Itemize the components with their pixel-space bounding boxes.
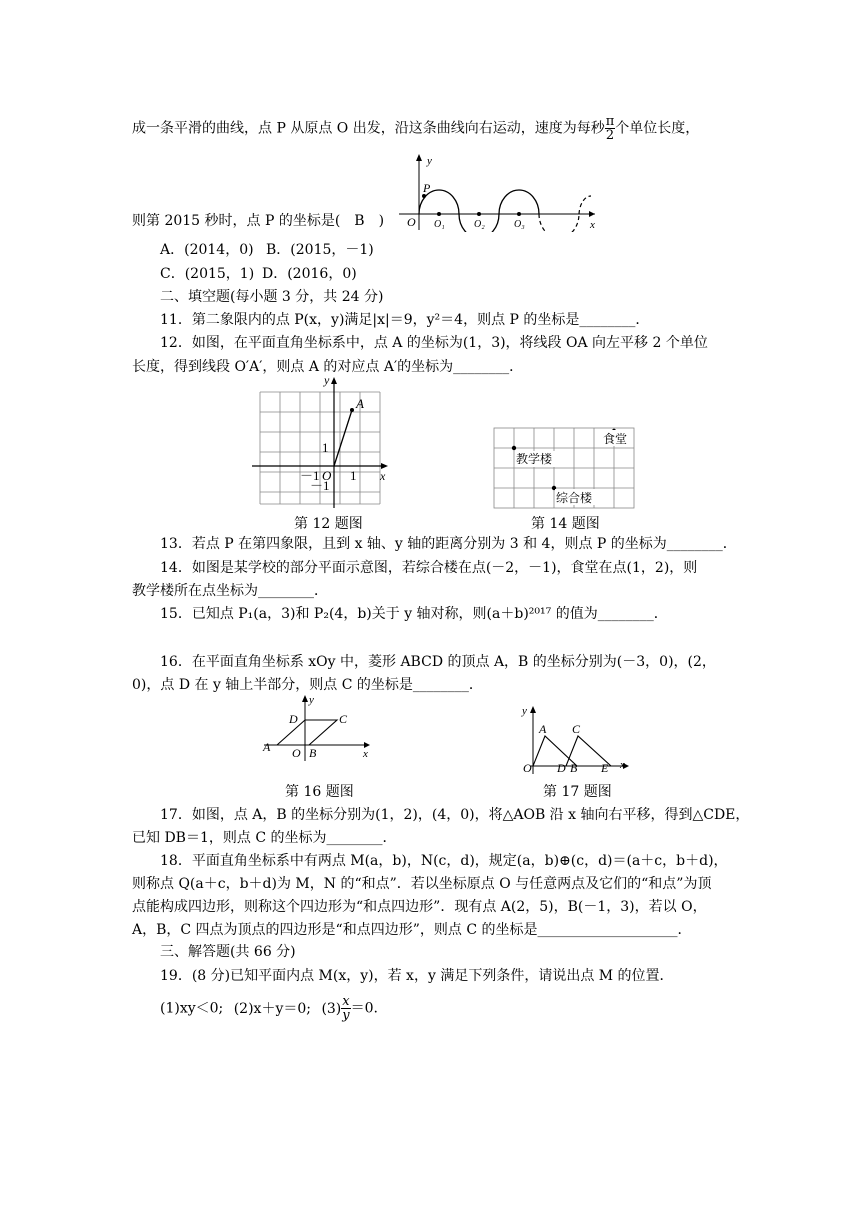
q12-grid-figure (250, 372, 390, 512)
q12-neg1-y-label: －1 (310, 478, 330, 493)
q10-curve-figure (395, 152, 605, 232)
q18-line2: 则称点 Q(a＋c，b＋d)为 M，N 的“和点”．若以坐标原点 O 与任意两点及它们的“和点”为顶 (132, 876, 712, 892)
pi-over-2-fraction (605, 115, 616, 142)
q14-complex-building-label: 综合楼 (556, 491, 593, 505)
q17-c-label: C (572, 722, 581, 736)
q12-origin-label: O (322, 468, 332, 483)
q16-y-label: y (309, 694, 314, 706)
q12-y-label: y (324, 373, 330, 387)
q10-line2: 则第 2015 秒时，点 P 的坐标是( B ) (132, 213, 385, 229)
q17-b-label: B (570, 761, 578, 775)
q17-x-label: x (620, 759, 625, 771)
q13: 13．若点 P 在第四象限，且到 x 轴、y 轴的距离分别为 3 和 4，则点 P 的坐标为________． (160, 536, 737, 552)
frac-y: y (342, 1008, 350, 1023)
section-2-heading: 二、填空题(每小题 3 分，共 24 分) (160, 289, 384, 305)
q17-a-label: A (539, 722, 547, 736)
q17-e-label: E (601, 761, 609, 775)
q12-one-x-label: 1 (350, 468, 357, 483)
q14-teaching-building-label: 教学楼 (516, 452, 553, 466)
q14-caption: 第 14 题图 (531, 516, 600, 532)
frac-x: x (342, 994, 350, 1009)
q18-line1: 18．平面直角坐标系中有两点 M(a，b)，N(c，d)，规定(a，b)⊕(c，d)＝(a＋c，b＋d)， (160, 853, 728, 869)
q17-triangles-figure (515, 700, 635, 776)
x-over-y-fraction (341, 995, 350, 1022)
q19-parts (160, 995, 378, 1022)
q10-o1-label: O₁ (434, 219, 445, 230)
q12-caption: 第 12 题图 (294, 516, 363, 532)
q19-part2: (2)x＋y＝0; (233, 1000, 311, 1017)
q18-line3: 点能构成四边形，则称这个四边形为“和点四边形”．现有点 A(2，5)，B(－1，3)，若以 O， (132, 899, 707, 915)
q10-option-c: C．(2015，1) (160, 266, 255, 282)
section-3-heading: 三、解答题(共 66 分) (160, 944, 296, 960)
q10-line1 (132, 115, 699, 142)
q17-d-label: D (557, 761, 566, 775)
q11: 11．第二象限内的点 P(x，y)满足|x|＝9，y²＝4，则点 P 的坐标是________． (160, 312, 650, 328)
q16-line2: 0)，点 D 在 y 轴上半部分，则点 C 的坐标是________． (132, 677, 483, 693)
q16-b-label: B (309, 746, 317, 760)
q10-p-label: P (423, 181, 431, 195)
q17-origin-label: O (523, 761, 532, 775)
q19-part3-prefix: (3) (321, 1000, 342, 1017)
q14-line2: 教学楼所在点坐标为________． (132, 583, 328, 599)
q16-x-label: x (363, 748, 368, 760)
q10-x-label: x (590, 219, 595, 231)
q10-option-a: A．(2014，0) (160, 242, 254, 258)
q10-option-d: D．(2016，0) (262, 266, 357, 282)
q14-canteen-label: 食堂 (603, 432, 628, 446)
q16-c-label: C (339, 712, 348, 726)
frac-den: 2 (605, 128, 615, 143)
q16-line1: 16．在平面直角坐标系 xOy 中，菱形 ABCD 的顶点 A，B 的坐标分别为(－3，0)，(2， (160, 654, 716, 670)
q16-a-label: A (263, 740, 271, 754)
q17-caption: 第 17 题图 (543, 784, 612, 800)
q12-a-label: A (356, 396, 364, 411)
q16-rhombus-figure (260, 693, 375, 763)
frac-num: π (605, 114, 615, 129)
q10-line1-b: 个单位长度， (615, 120, 700, 137)
q18-line4: A，B，C 四点为顶点的四边形是“和点四边形”，则点 C 的坐标是____________________． (132, 922, 692, 938)
q15: 15．已知点 P₁(a，3)和 P₂(4，b)关于 y 轴对称，则(a＋b)²⁰¹⁷ 的值为________． (160, 606, 668, 622)
q10-y-label: y (427, 155, 432, 167)
q17-line2: 已知 DB＝1，则点 C 的坐标为________． (132, 830, 397, 846)
q10-origin-label: O (407, 215, 416, 229)
q12-x-label: x (380, 469, 386, 483)
q14-line1: 14．如图是某学校的部分平面示意图，若综合楼在点(－2，－1)，食堂在点(1，2)，则 (160, 560, 698, 576)
q12-line2: 长度，得到线段 O′A′，则点 A 的对应点 A′的坐标为________． (132, 359, 524, 375)
q10-o3-label: O₃ (514, 219, 525, 230)
q16-d-label: D (289, 712, 298, 726)
q19-line1: 19．(8 分)已知平面内点 M(x，y)，若 x，y 满足下列条件，请说出点 M 的位置． (160, 968, 674, 984)
q10-line1-a: 成一条平滑的曲线，点 P 从原点 O 出发，沿这条曲线向右运动，速度为每秒 (132, 120, 605, 137)
q10-option-b: B．(2015，－1) (266, 242, 374, 258)
q19-part1: (1)xy＜0; (160, 1000, 224, 1017)
q14-map-figure (493, 427, 638, 511)
q17-y-label: y (522, 705, 527, 717)
q17-line1: 17．如图，点 A，B 的坐标分别为(1，2)，(4，0)，将△AOB 沿 x 轴向右平移，得到△CDE， (160, 807, 750, 823)
q19-part3-suffix: ＝0. (350, 1000, 378, 1017)
q12-line1: 12．如图，在平面直角坐标系中，点 A 的坐标为(1，3)，将线段 OA 向左平移 2 个单位 (160, 335, 708, 351)
q16-origin-label: O (292, 746, 301, 760)
q10-o2-label: O₂ (474, 219, 485, 230)
q12-one-y-label: 1 (322, 440, 329, 455)
q12-neg1-x-label: －1 (300, 468, 320, 483)
q16-caption: 第 16 题图 (285, 784, 354, 800)
